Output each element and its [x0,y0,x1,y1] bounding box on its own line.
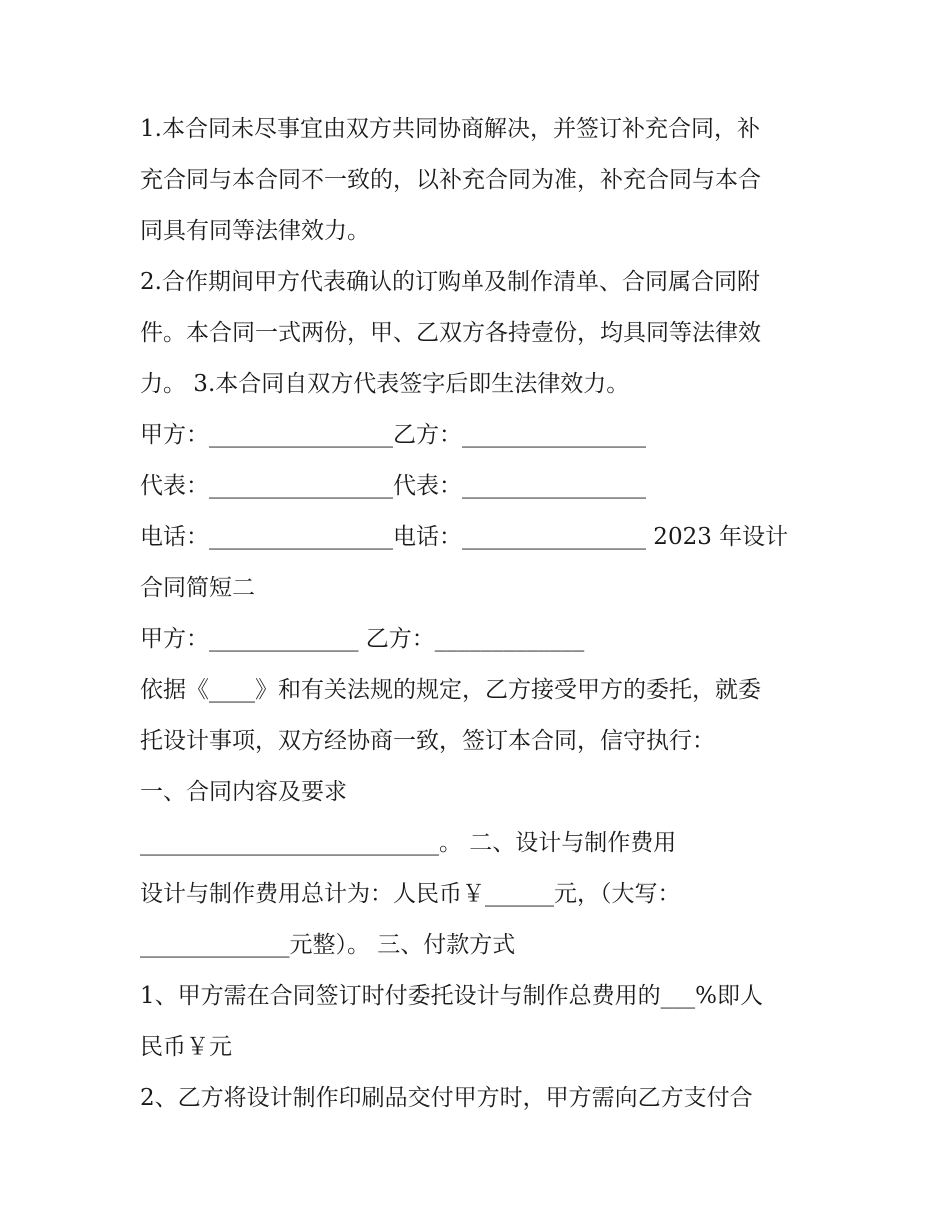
section-heading: 一、合同内容及要求 [140,779,347,805]
text-line: 2.合作期间甲方代表确认的订购单及制作清单、合同属合同附 [140,269,760,295]
representative-line: 代表：________________代表：________________ [140,473,646,499]
phone-line: 电话：________________电话：________________ 2023 年设计 [140,524,789,550]
text-line: 件。本合同一式两份，甲、乙双方各持壹份，均具同等法律效 [140,320,761,346]
section-title: 合同简短二 [140,575,255,601]
text-line: 1、甲方需在合同签订时付委托设计与制作总费用的___%即人 [140,983,763,1009]
text-line: __________________________。 二、设计与制作费用 [140,830,677,856]
text-line: _____________元整）。 三、付款方式 [140,932,516,958]
text-line: 依据《____》和有关法规的规定，乙方接受甲方的委托，就委 [140,677,761,703]
text-line: 2、乙方将设计制作印刷品交付甲方时，甲方需向乙方支付合 [140,1085,753,1111]
contract-text [140,104,820,1124]
party-line: 甲方：________________乙方：________________ [140,422,646,448]
party-line: 甲方：_____________ 乙方：_____________ [140,626,585,652]
text-line: 1.本合同未尽事宜由双方共同协商解决，并签订补充合同，补 [140,116,760,142]
text-line: 民币￥元 [140,1034,232,1060]
text-line: 托设计事项，双方经协商一致，签订本合同，信守执行： [140,728,715,754]
text-line: 充合同与本合同不一致的，以补充合同为准，补充合同与本合 [140,167,761,193]
text-line: 力。 3.本合同自双方代表签字后即生法律效力。 [140,371,630,397]
text-line: 设计与制作费用总计为：人民币￥______元，（大写： [140,881,681,907]
text-line: 同具有同等法律效力。 [140,218,370,244]
